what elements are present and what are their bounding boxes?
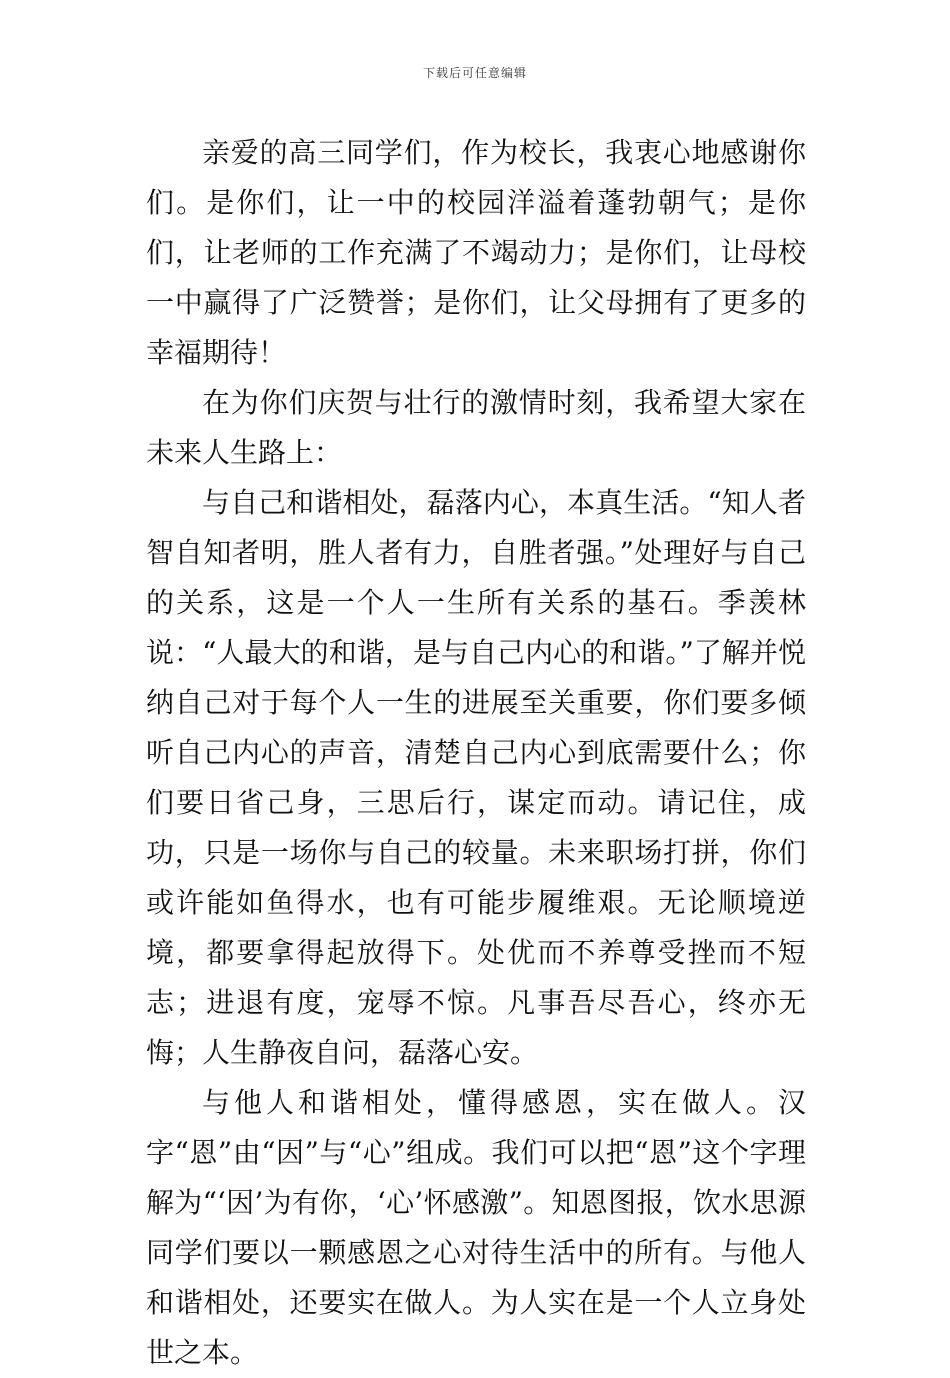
paragraph-harmony-with-self: 与自己和谐相处，磊落内心，本真生活。“知人者智自知者明，胜人者有力，自胜者强。”处理好与自己的关系，这是一个人一生所有关系的基石。季羡林说：“人最大的和谐，是与自己内心的和谐。”了解并悦纳自己对于每个人一生的进展至关重要，你们要多倾听自己内心的声音，清楚自己内心到底需要什么；你们要日省己身，三思后行，谋定而动。请记住，成功，只是一场你与自己的较量。未来职场打拼，你们或许能如鱼得水，也有可能步履维艰。无论顺境逆境，都要拿得起放得下。处优而不养尊受挫而不短志；进退有度，宠辱不惊。凡事吾尽吾心，终亦无悔；人生静夜自问，磊落心安。 <box>146 486 806 1069</box>
document-body <box>146 128 806 1378</box>
header-note: 下载后可任意编辑 <box>422 66 527 80</box>
paragraph-gratitude: 亲爱的高三同学们，作为校长，我衷心地感谢你们。是你们，让一中的校园洋溢着蓬勃朝气；是你们，让老师的工作充满了不竭动力；是你们，让母校一中赢得了广泛赞誉；是你们，让父母拥有了更多的幸福期待！ <box>146 136 806 369</box>
paragraph-harmony-with-others: 与他人和谐相处，懂得感恩，实在做人。汉字“恩”由“因”与“心”组成。我们可以把“恩”这个字理解为“‘因’为有你，‘心’怀感激”。知恩图报，饮水思源同学们要以一颗感恩之心对待生活中的所有。与他人和谐相处，还要实在做人。为人实在是一个人立身处世之本。 <box>146 1086 806 1369</box>
paragraph-wishes-intro: 在为你们庆贺与壮行的激情时刻，我希望大家在未来人生路上： <box>146 386 806 469</box>
